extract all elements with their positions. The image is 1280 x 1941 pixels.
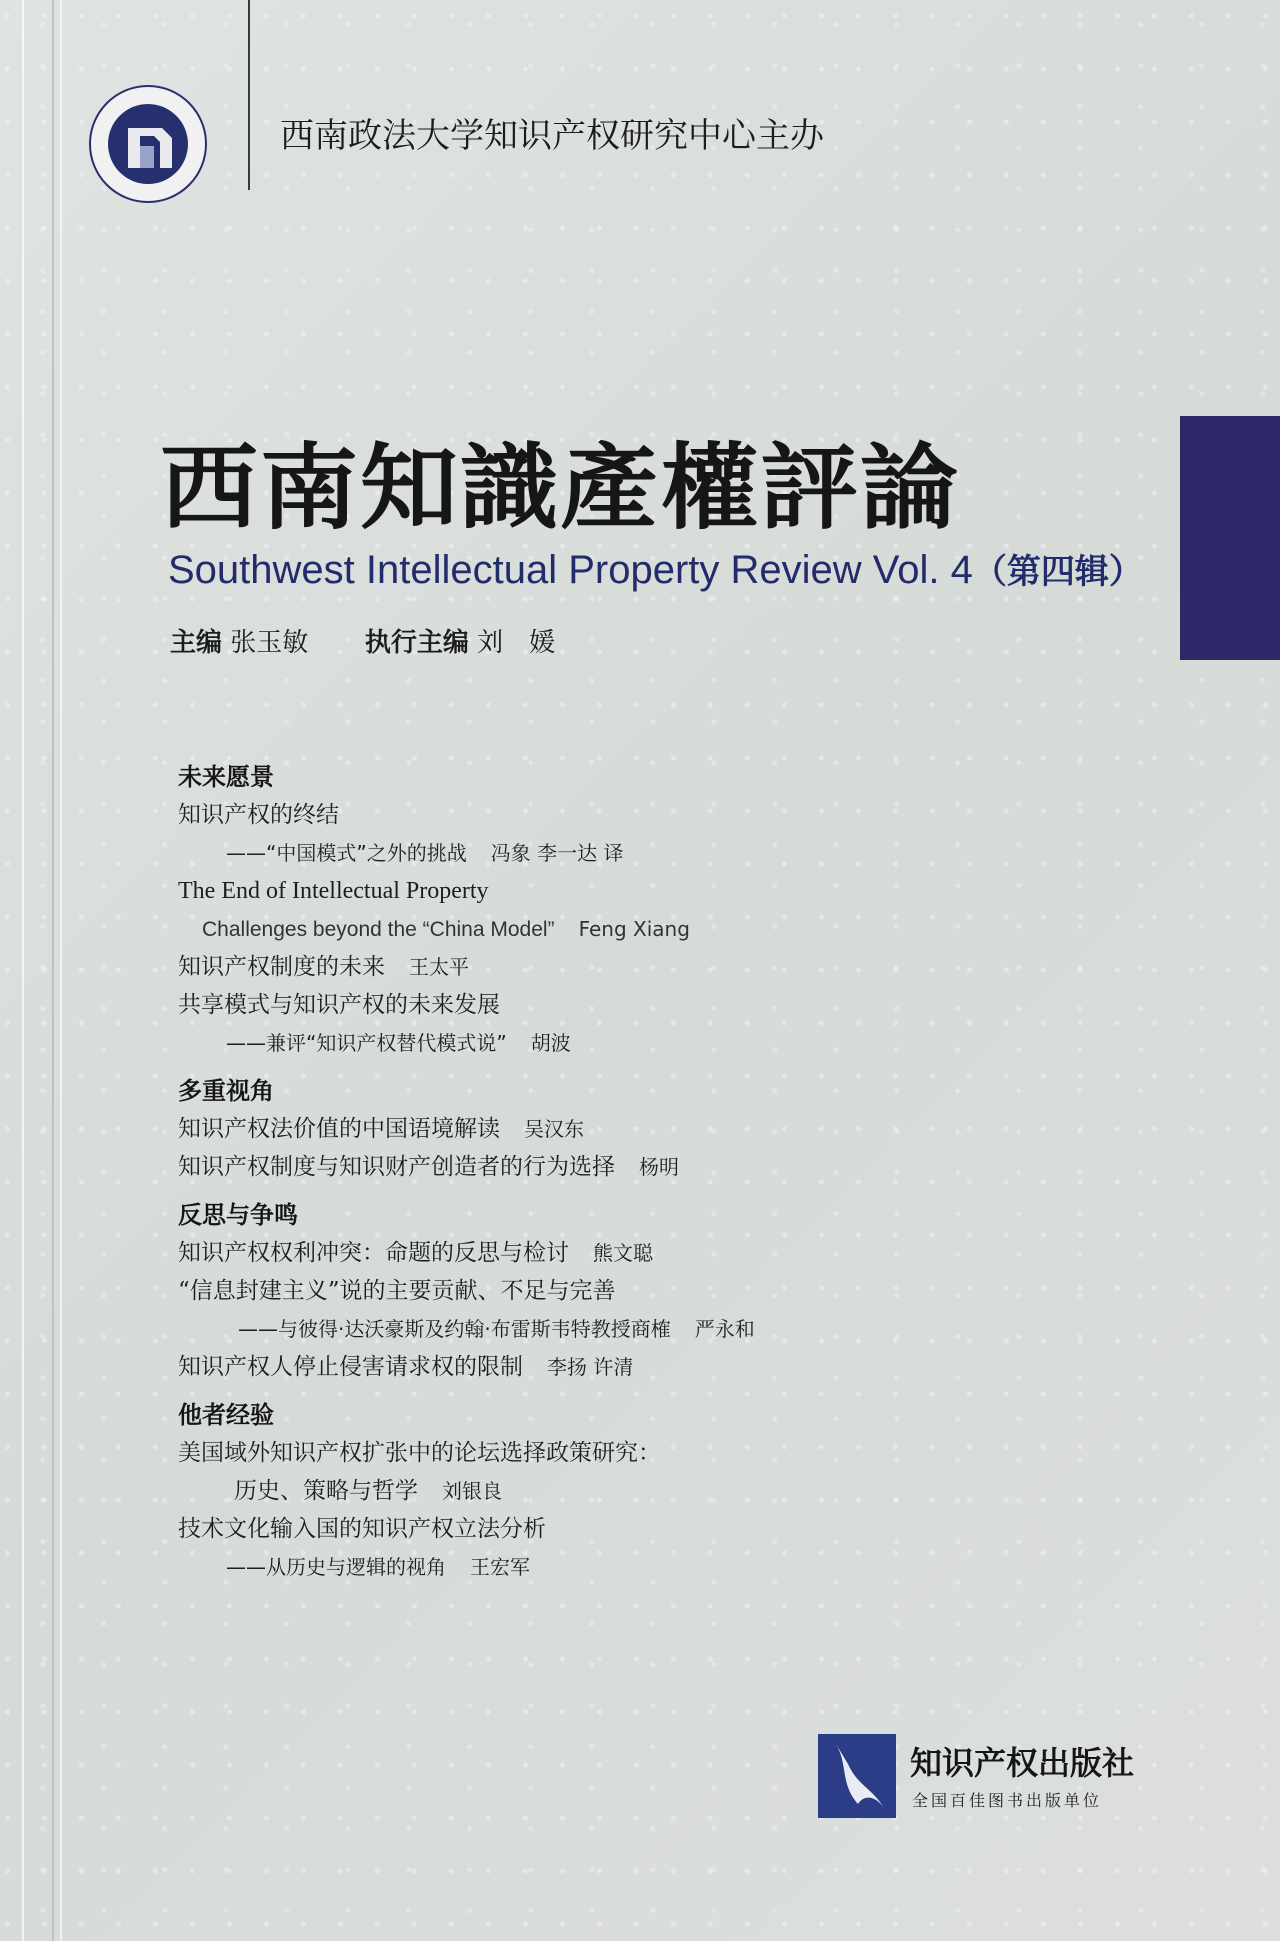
toc-entry-title: 知识产权权利冲突：命题的反思与检讨: [178, 1240, 569, 1266]
toc-entry: [178, 986, 1158, 1024]
toc-entry: [178, 1024, 1158, 1062]
publisher-logo-icon: [818, 1734, 896, 1818]
toc-entry-title: 共享模式与知识产权的未来发展: [178, 992, 500, 1018]
chief-editor-label: 主编: [170, 628, 223, 658]
spine-crease: [22, 0, 24, 1941]
toc-entry-author: 杨明: [639, 1155, 679, 1179]
toc-entry-title: 知识产权的终结: [178, 802, 339, 828]
toc-section: [178, 758, 1158, 1062]
toc-section: [178, 1396, 1158, 1586]
toc-entry-title: 历史、策略与哲学: [234, 1478, 418, 1504]
toc-entry-title: The End of Intellectual Property: [178, 878, 489, 904]
toc-entry-title: ——从历史与逻辑的视角: [226, 1555, 446, 1579]
toc-entry-author: Feng Xiang: [578, 917, 690, 941]
toc-section-heading: 未来愿景: [178, 763, 274, 791]
toc-entry-author: 王太平: [409, 955, 469, 979]
toc-entry: [178, 1110, 1158, 1148]
toc-entry-author: 刘银良: [442, 1479, 502, 1503]
toc-section: [178, 1196, 1158, 1386]
toc-entry: [178, 1472, 1158, 1510]
toc-entry: [178, 1310, 1158, 1348]
publisher-tagline: 全国百佳图书出版单位: [912, 1791, 1103, 1810]
toc-entry-title: 知识产权制度与知识财产创造者的行为选择: [178, 1154, 615, 1180]
spine-crease: [52, 0, 54, 1941]
exec-editor-label: 执行主编: [364, 628, 469, 658]
toc-entry-title: 知识产权人停止侵害请求权的限制: [178, 1354, 523, 1380]
toc-entry: [178, 948, 1158, 986]
volume-label: （第四辑）: [972, 552, 1143, 592]
title-chinese: 西南知識產權評論: [160, 434, 961, 543]
toc-section-heading: 他者经验: [178, 1401, 274, 1429]
toc-entry-title: 技术文化输入国的知识产权立法分析: [178, 1516, 546, 1542]
toc-entry: [178, 910, 1158, 948]
toc-entry: [178, 1272, 1158, 1310]
header-divider: [248, 0, 250, 190]
chief-editor-name: 张玉敏: [230, 628, 309, 658]
publisher-block: [818, 1734, 1138, 1818]
sponsor-text: 西南政法大学知识产权研究中心主办: [280, 116, 824, 156]
toc-entry-author: 李扬 许清: [547, 1355, 634, 1379]
toc-entry-title: 美国域外知识产权扩张中的论坛选择政策研究：: [178, 1440, 661, 1466]
toc-entry-author: 严永和: [694, 1317, 755, 1341]
toc-entry: [178, 1434, 1158, 1472]
toc-entry: [178, 1148, 1158, 1186]
toc-section-heading: 多重视角: [178, 1077, 274, 1105]
toc-entry: [178, 1234, 1158, 1272]
exec-editor-name: 刘 媛: [477, 628, 556, 658]
table-of-contents: [178, 758, 1158, 1596]
toc-entry: [178, 1548, 1158, 1586]
toc-entry: [178, 1348, 1158, 1386]
toc-entry-author: 胡波: [530, 1031, 571, 1055]
toc-entry: [178, 834, 1158, 872]
title-english-text: Southwest Intellectual Property Review Vol. 4: [168, 548, 973, 592]
toc-entry: [178, 796, 1158, 834]
accent-block: [1180, 416, 1280, 660]
spine-crease: [60, 0, 62, 1941]
toc-entry-title: ——与彼得·达沃豪斯及约翰·布雷斯韦特教授商榷: [238, 1317, 671, 1341]
toc-entry-author: 冯象 李一达 译: [490, 841, 624, 865]
editors-line: [170, 622, 555, 659]
toc-entry-title: ——“中国模式”之外的挑战: [226, 841, 467, 865]
toc-entry-author: 吴汉东: [524, 1117, 584, 1141]
toc-entry-title: ——兼评“知识产权替代模式说”: [226, 1031, 507, 1055]
toc-section-heading: 反思与争鸣: [178, 1201, 298, 1229]
toc-section: [178, 1072, 1158, 1186]
toc-entry-author: 王宏军: [470, 1555, 530, 1579]
publisher-name: 知识产权出版社: [910, 1744, 1135, 1782]
toc-entry-title: 知识产权制度的未来: [178, 954, 385, 980]
toc-entry-author: 熊文聪: [593, 1241, 653, 1265]
ip-research-center-logo-icon: [88, 84, 208, 204]
toc-entry: [178, 872, 1158, 910]
toc-entry-title: Challenges beyond the “China Model”: [202, 918, 555, 941]
toc-entry-title: 知识产权法价值的中国语境解读: [178, 1116, 500, 1142]
toc-entry-title: “信息封建主义”说的主要贡献、不足与完善: [178, 1278, 616, 1304]
title-english: [168, 544, 1143, 593]
toc-entry: [178, 1510, 1158, 1548]
